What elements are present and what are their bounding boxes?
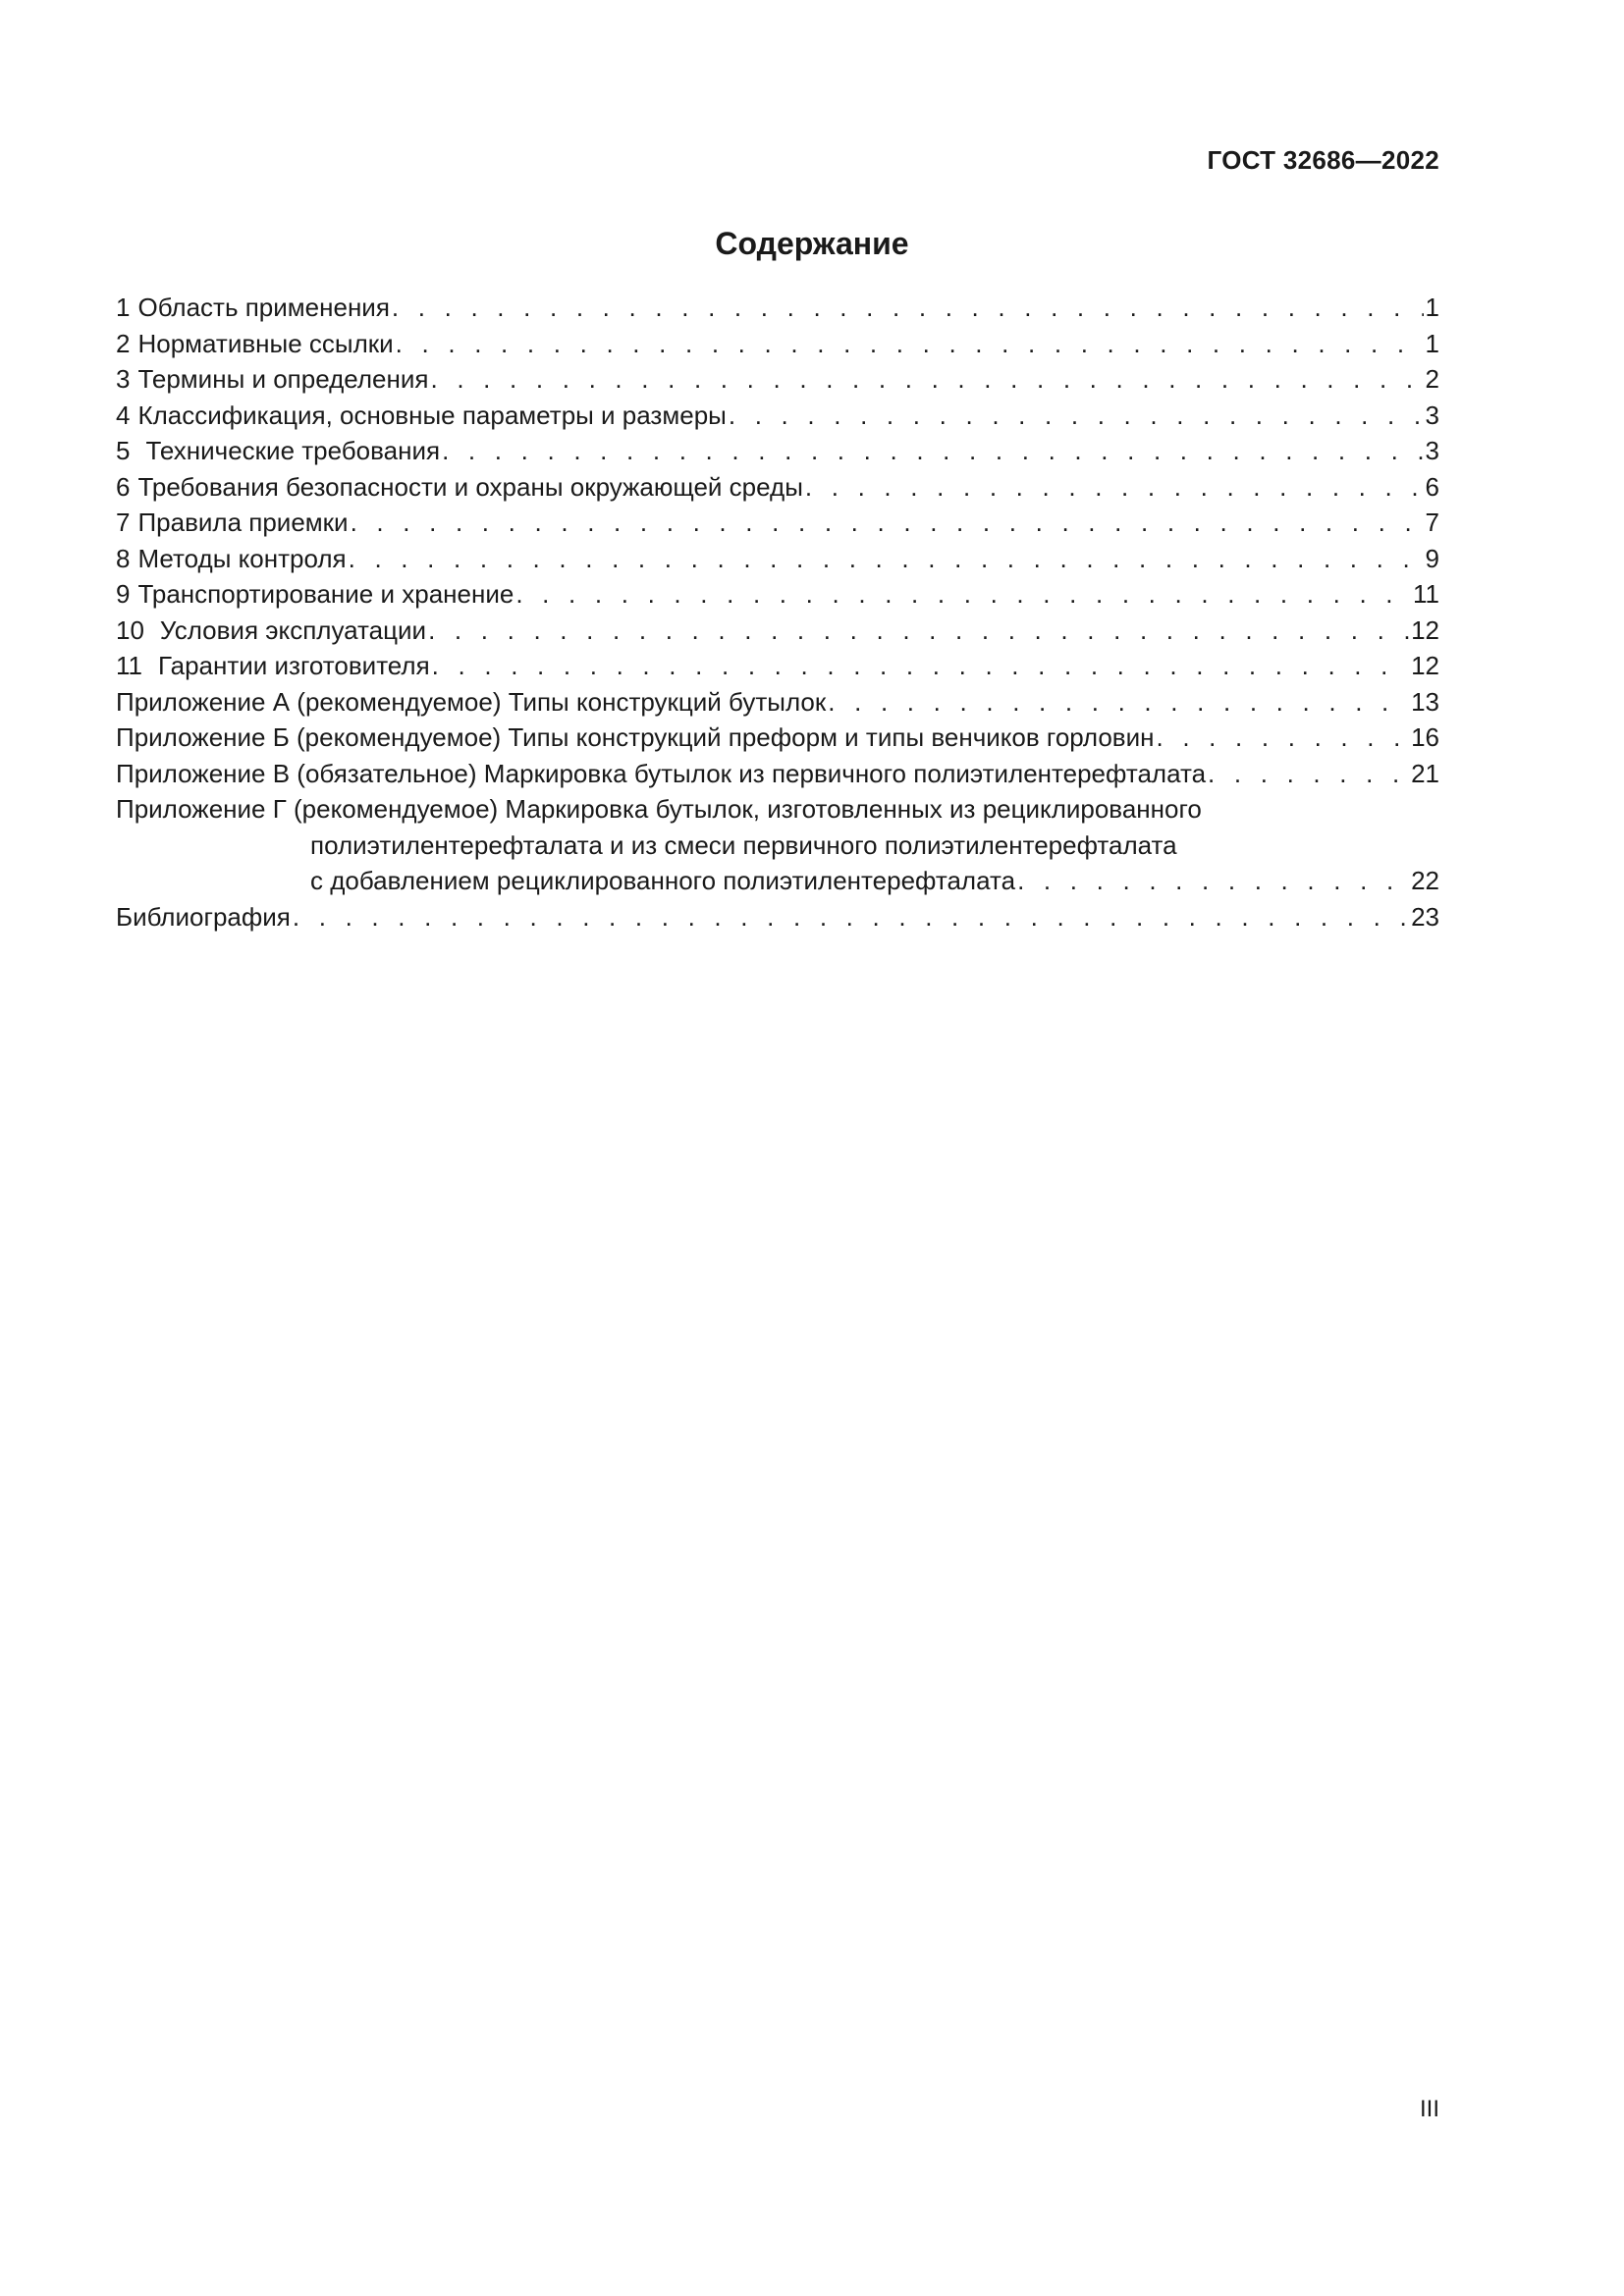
toc-item-number: 7	[116, 507, 131, 537]
toc-item-3[interactable]	[116, 361, 1439, 398]
dot-leader	[515, 576, 1411, 613]
dot-leader	[729, 398, 1424, 434]
dot-leader	[349, 541, 1424, 577]
dot-leader	[1017, 863, 1409, 899]
toc-item-page: 3	[1425, 436, 1439, 465]
toc-item-number: 11	[116, 651, 142, 680]
toc-item-9[interactable]	[116, 576, 1439, 613]
toc-item-number: 6	[116, 471, 131, 502]
page-number: III	[1419, 2096, 1439, 2122]
toc-appendix-a[interactable]	[116, 684, 1439, 721]
dot-leader	[442, 433, 1423, 469]
toc-item-label: Классификация, основные параметры и размеры	[137, 400, 727, 430]
toc-item-number: 10	[116, 614, 144, 645]
toc-item-2[interactable]	[116, 326, 1439, 362]
dot-leader	[396, 326, 1424, 362]
toc-item-label: Приложение В (обязательное) Маркировка бутылок из первичного полиэтилентерефталата	[116, 758, 1207, 788]
toc-item-page: 6	[1425, 471, 1439, 502]
dot-leader	[828, 684, 1409, 721]
toc-appendix-g-line1[interactable]	[116, 791, 1439, 828]
toc-item-page: 13	[1411, 686, 1439, 717]
toc-item-label: Технические требования	[145, 436, 441, 465]
toc-item-page: 12	[1411, 614, 1439, 645]
page-title: Содержание	[715, 226, 909, 261]
toc-item-page: 7	[1425, 507, 1439, 537]
toc-item-page: 1	[1425, 293, 1439, 322]
toc-item-label: Библиография	[116, 901, 291, 932]
toc-item-number: 1	[116, 293, 131, 322]
toc-item-number: 9	[116, 579, 131, 609]
dot-leader	[428, 613, 1409, 649]
toc-item-page: 3	[1425, 400, 1439, 430]
toc-item-page: 23	[1411, 901, 1439, 932]
toc-item-page: 9	[1425, 543, 1439, 573]
dot-leader	[351, 505, 1424, 541]
toc-item-number: 2	[116, 328, 131, 358]
dot-leader	[1156, 720, 1409, 756]
toc-item-label: Нормативные ссылки	[137, 328, 394, 358]
toc-item-label-continued: полиэтилентерефталата и из смеси первичного полиэтилентерефталата	[310, 829, 1177, 860]
toc-appendix-g-line3[interactable]	[116, 863, 1439, 899]
toc-item-label: Гарантии изготовителя	[158, 651, 430, 680]
toc-item-1[interactable]	[116, 290, 1439, 326]
toc-item-6[interactable]	[116, 469, 1439, 506]
toc-appendix-v[interactable]	[116, 756, 1439, 792]
dot-leader	[293, 899, 1409, 935]
toc-bibliography[interactable]	[116, 899, 1439, 935]
toc-item-number: 5	[116, 436, 131, 465]
dot-leader	[430, 361, 1423, 398]
toc-item-page: 21	[1411, 758, 1439, 788]
toc-item-label: Правила приемки	[137, 507, 349, 537]
toc-item-label: Транспортирование и хранение	[137, 579, 514, 609]
toc-item-page: 2	[1425, 364, 1439, 394]
toc-appendix-g-line2	[116, 828, 1439, 864]
toc-item-11[interactable]	[116, 648, 1439, 684]
toc-item-8[interactable]	[116, 541, 1439, 577]
toc-item-label: Условия эксплуатации	[159, 614, 427, 645]
toc-item-label: Область применения	[137, 293, 390, 322]
toc-item-5[interactable]	[116, 433, 1439, 469]
toc-item-label-continued: с добавлением рециклированного полиэтилентерефталата	[310, 866, 1016, 895]
toc-item-page: 1	[1425, 328, 1439, 358]
toc-item-7[interactable]	[116, 505, 1439, 541]
toc-item-page: 22	[1411, 866, 1439, 895]
dot-leader	[805, 469, 1424, 506]
toc-item-number: 8	[116, 543, 131, 573]
toc-item-10[interactable]	[116, 613, 1439, 649]
toc-item-label: Приложение Б (рекомендуемое) Типы конструкций преформ и типы венчиков горловин	[116, 722, 1155, 752]
table-of-contents	[116, 290, 1439, 934]
toc-item-page: 11	[1413, 579, 1439, 609]
dot-leader	[432, 648, 1409, 684]
dot-leader	[1208, 756, 1409, 792]
toc-item-number: 4	[116, 400, 131, 430]
toc-item-label: Методы контроля	[137, 543, 347, 573]
toc-appendix-b[interactable]	[116, 720, 1439, 756]
toc-item-label: Приложение А (рекомендуемое) Типы конструкций бутылок	[116, 686, 827, 717]
toc-item-page: 12	[1411, 651, 1439, 680]
toc-item-page: 16	[1411, 722, 1439, 752]
toc-item-label: Приложение Г (рекомендуемое) Маркировка бутылок, изготовленных из рециклированного	[116, 794, 1202, 824]
toc-item-number: 3	[116, 364, 131, 394]
document-code: ГОСТ 32686—2022	[1207, 145, 1439, 175]
dot-leader	[392, 290, 1424, 326]
toc-item-label: Требования безопасности и охраны окружающей среды	[137, 471, 803, 502]
toc-item-4[interactable]	[116, 398, 1439, 434]
toc-item-label: Термины и определения	[137, 364, 429, 394]
